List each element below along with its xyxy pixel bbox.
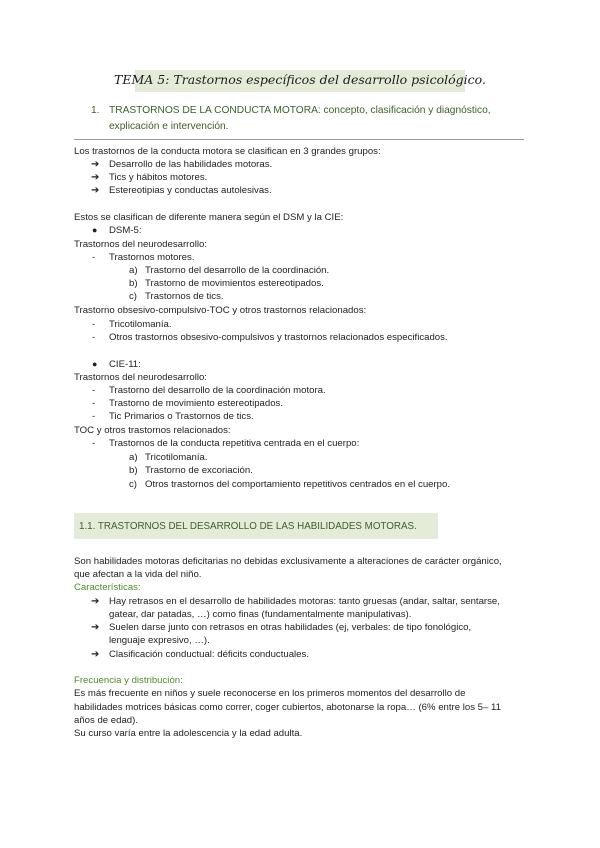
sub-item-letter: a)	[129, 452, 138, 463]
cie-category-2-item: Trastornos de la conducta repetitiva centrada en el cuerpo:	[109, 438, 360, 449]
section-1-heading-line1: TRASTORNOS DE LA CONDUCTA MOTORA: concepto, clasificación y diagnóstico,	[109, 105, 491, 116]
frequency-line: habilidades motrices básicas como correr, coger cubiertos, abotonarse la ropa… (6% entre los 5– 11	[74, 702, 501, 713]
definition-line: Son habilidades motoras deficitarias no debidas exclusivamente a alteraciones de carácter orgánico,	[74, 556, 502, 567]
cie-category-2: TOC y otros trastornos relacionados:	[74, 425, 231, 436]
section-1-heading-line2: explicación e intervención.	[109, 121, 229, 132]
sub-item-letter: c)	[129, 291, 137, 302]
definition-line: que afectan a la vida del niño.	[74, 569, 202, 580]
sub-item-text: Otros trastornos del comportamiento repetitivos centrados en el cuerpo.	[145, 479, 451, 490]
arrow-bullet-icon: ➔	[91, 622, 100, 633]
sub-item-text: Trastornos de tics.	[145, 291, 224, 302]
section-1-heading	[93, 103, 523, 135]
dash-bullet-icon: -	[92, 438, 96, 449]
cie-category-1: Trastornos del neurodesarrollo:	[74, 372, 207, 383]
sub-item-letter: b)	[129, 278, 138, 289]
sub-item-letter: c)	[129, 479, 137, 490]
cie-category-1-item: Trastorno del desarrollo de la coordinación motora.	[109, 385, 326, 396]
cie-label: CIE-11:	[109, 359, 141, 370]
arrow-bullet-icon: ➔	[91, 596, 100, 607]
sub-item-letter: a)	[129, 265, 138, 276]
sub-item-text: Trastorno de excoriación.	[145, 465, 253, 476]
frequency-line: Es más frecuente en niños y suele reconocerse en los primeros momentos del desarrollo de	[74, 688, 466, 699]
bullet-dot-icon: ●	[92, 225, 98, 235]
dash-bullet-icon: -	[92, 411, 96, 422]
dsm-category-1: Trastornos del neurodesarrollo:	[74, 239, 207, 250]
arrow-bullet-icon: ➔	[91, 185, 100, 196]
classify-intro: Estos se clasifican de diferente manera según el DSM y la CIE:	[74, 212, 344, 223]
sub-item-text: Trastorno del desarrollo de la coordinación.	[145, 265, 330, 276]
bullet-dot-icon: ●	[92, 359, 98, 369]
cie-category-1-item: Trastorno de movimiento estereotipados.	[109, 398, 284, 409]
characteristic-item: Hay retrasos en el desarrollo de habilidades motoras: tanto gruesas (andar, saltar, sentarse,	[109, 596, 500, 607]
cie-category-1-item: Tic Primarios o Trastornos de tics.	[109, 411, 254, 422]
characteristic-item-cont: lenguaje expresivo, …).	[109, 635, 210, 646]
page-title: TEMA 5: Trastornos específicos del desarrollo psicológico.	[114, 72, 486, 87]
group-item: Tics y hábitos motores.	[109, 172, 208, 183]
sub-item-text: Trastorno de movimientos estereotipados.	[145, 278, 324, 289]
characteristic-item: Clasificación conductual: déficits conductuales.	[109, 649, 309, 660]
frequency-label: Frecuencia y distribución:	[74, 675, 183, 686]
arrow-bullet-icon: ➔	[91, 649, 100, 660]
dsm-category-1-item: Trastornos motores.	[109, 252, 195, 263]
dsm-category-2: Trastorno obsesivo-compulsivo-TOC y otros trastornos relacionados:	[74, 305, 367, 316]
characteristic-item: Suelen darse junto con retrasos en otras habilidades (ej, verbales: de tipo fonológico,	[109, 622, 472, 633]
course-text: Su curso varía entre la adolescencia y la edad adulta.	[74, 728, 303, 739]
dash-bullet-icon: -	[92, 319, 96, 330]
characteristics-label: Características:	[74, 582, 141, 593]
frequency-line: años de edad).	[74, 715, 139, 726]
arrow-bullet-icon: ➔	[91, 172, 100, 183]
section-1-number: 1.	[91, 105, 100, 116]
dsm-category-2-item: Otros trastornos obsesivo-compulsivos y trastornos relacionados especificados.	[109, 332, 448, 343]
dsm-label: DSM-5:	[109, 225, 142, 236]
characteristic-item-cont: gatear, dar patadas, …) como finas (fundamentalmente manipulativas).	[109, 609, 412, 620]
sub-item-text: Tricotilomanía.	[145, 452, 208, 463]
dash-bullet-icon: -	[92, 252, 96, 263]
group-item: Estereotipias y conductas autolesivas.	[109, 185, 272, 196]
arrow-bullet-icon: ➔	[91, 159, 100, 170]
dash-bullet-icon: -	[92, 385, 96, 396]
dash-bullet-icon: -	[92, 332, 96, 343]
horizontal-divider	[74, 139, 524, 140]
section-1-1-heading: 1.1. TRASTORNOS DEL DESARROLLO DE LAS HABILIDADES MOTORAS.	[79, 521, 417, 532]
group-item: Desarrollo de las habilidades motoras.	[109, 159, 273, 170]
dash-bullet-icon: -	[92, 398, 96, 409]
intro-text: Los trastornos de la conducta motora se clasifican en 3 grandes grupos:	[74, 146, 381, 157]
sub-item-letter: b)	[129, 465, 138, 476]
dsm-category-2-item: Tricotilomanía.	[109, 319, 172, 330]
